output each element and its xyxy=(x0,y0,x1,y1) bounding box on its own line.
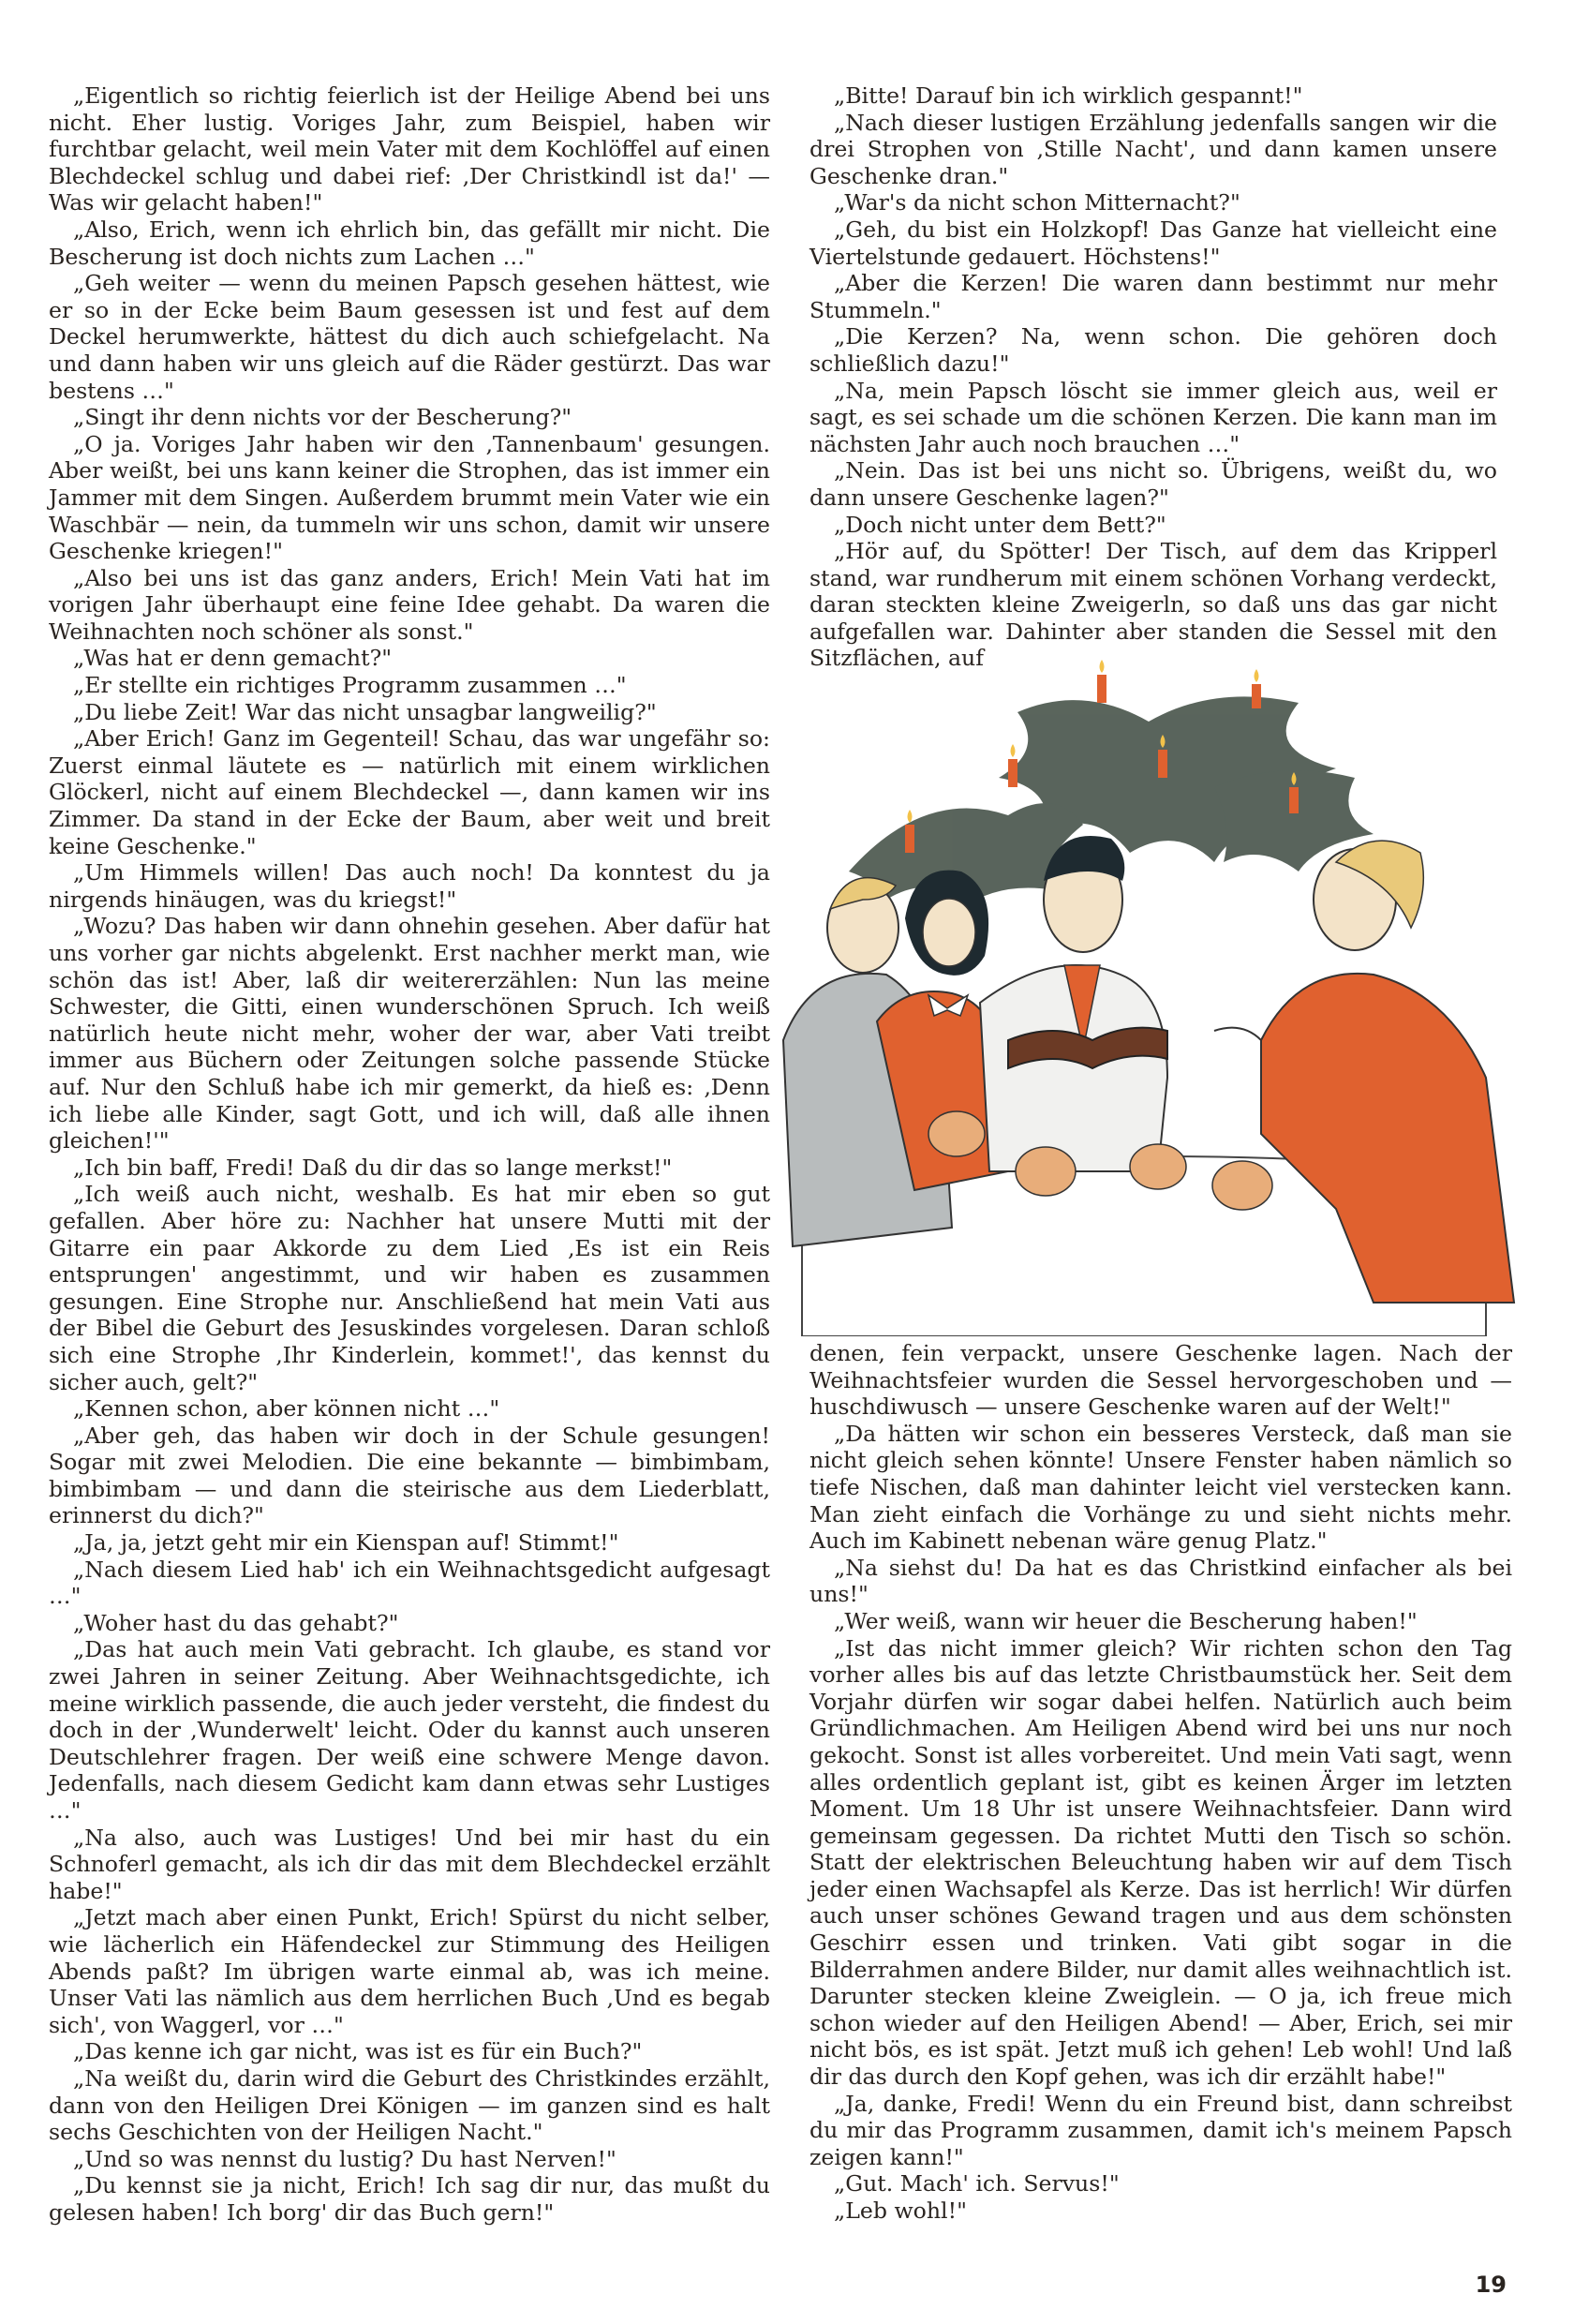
paragraph: „Kennen schon, aber können nicht …" xyxy=(73,1395,500,1423)
paragraph: „Eigentlich so richtig feierlich ist der Heilige Abend bei uns nicht. Eher lustig. Voriges Jahr, zum Beispiel, haben wir furchtbar gelacht, weil mein Vater mit dem Kochlöffel auf einen Blechdeckel schlug und dabei rief: ‚Der Christkindl ist da!' — Was wir gelacht haben!" xyxy=(49,82,770,216)
paragraph: „Gut. Mach' ich. Servus!" xyxy=(834,2170,1120,2197)
paragraph: „Ja, danke, Fredi! Wenn du ein Freund bist, dann schreibst du mir das Programm zusammen, damit ich's meinem Papsch zeigen kann!" xyxy=(809,2090,1512,2170)
paragraph: „Na siehst du! Da hat es das Christkind einfacher als bei uns!" xyxy=(809,1554,1512,1608)
paragraph: „War's da nicht schon Mitternacht?" xyxy=(834,189,1240,216)
paragraph: „Ja, ja, jetzt geht mir ein Kienspan auf! Stimmt!" xyxy=(73,1529,619,1557)
paragraph: denen, fein verpackt, unsere Geschenke lagen. Nach der Weihnachtsfeier wurden die Sessel hervorgeschoben und — huschdiwusch — unsere Geschenke waren auf der Welt!" xyxy=(809,1340,1512,1421)
paragraph: „Ich bin baff, Fredi! Daß du dir das so lange merkst!" xyxy=(73,1154,673,1181)
paragraph: „Also, Erich, wenn ich ehrlich bin, das gefällt mir nicht. Die Bescherung ist doch nichts zum Lachen …" xyxy=(49,216,770,270)
paragraph: „Das kenne ich gar nicht, was ist es für ein Buch?" xyxy=(73,2038,643,2065)
paragraph: „Geh, du bist ein Holzkopf! Das Ganze hat vielleicht eine Viertelstunde gedauert. Höchstens!" xyxy=(809,216,1497,270)
paragraph: „Na weißt du, darin wird die Geburt des Christkindes erzählt, dann von den Heiligen Drei Königen — im ganzen sind es halt sechs Geschichten von der Heiligen Nacht." xyxy=(49,2064,770,2146)
paragraph: „Nach diesem Lied hab' ich ein Weihnachtsgedicht aufgesagt …" xyxy=(49,1556,770,1610)
paragraph: „Und so was nennst du lustig? Du hast Nerven!" xyxy=(73,2145,616,2172)
paragraph: „Bitte! Darauf bin ich wirklich gespannt!" xyxy=(834,82,1303,109)
paragraph: „Jetzt mach aber einen Punkt, Erich! Spürst du nicht selber, wie lächerlich ein Häfendeckel zur Stimmung des Heiligen Abends paßt? Im übrigen warte einmal ab, was ich meine. Unser Vati las nämlich aus dem herrlichen Buch ‚Und es begab sich', von Waggerl, vor …" xyxy=(49,1904,770,2038)
paragraph: „Doch nicht unter dem Bett?" xyxy=(834,511,1166,538)
paragraph: „Also bei uns ist das ganz anders, Erich! Mein Vati hat im vorigen Jahr überhaupt eine feine Idee gehabt. Da waren die Weihnachten noch schöner als sonst." xyxy=(49,564,770,645)
paragraph: „Ist das nicht immer gleich? Wir richten schon den Tag vorher alles bis auf das letzte Christbaumstück her. Seit dem Vorjahr dürfen wir sogar dabei helfen. Natürlich auch beim Gründlichmachen. Am Heiligen Abend wird bei uns nur noch gekocht. Sonst ist alles vorbereitet. Und mein Vati sagt, wenn alles ordentlich geplant ist, gibt es keinen Ärger im letzten Moment. Um 18 Uhr ist unsere Weihnachtsfeier. Dann wird gemeinsam gegessen. Da richtet Mutti den Tisch so schön. Statt der elektrischen Beleuchtung haben wir auf dem Tisch jeder einen Wachsapfel als Kerze. Das ist herrlich! Wir dürfen auch unser schönes Gewand tragen und aus dem schönsten Geschirr essen und trinken. Vati gibt sogar in die Bilderrahmen andere Bilder, nur damit alles weihnachtlich ist. Darunter stecken kleine Zweiglein. — O ja, ich freue mich schon wieder auf den Heiligen Abend! — Aber, Erich, sei mir nicht bös, es ist spät. Jetzt muß ich gehen! Leb wohl! Und laß dir das durch den Kopf gehen, was ich dir erzählt habe!" xyxy=(809,1634,1512,2091)
paragraph: „Das hat auch mein Vati gebracht. Ich glaube, es stand vor zwei Jahren in seiner Zeitung. Aber Weihnachtsgedichte, ich meine wirklich passende, die auch jeder versteht, die findest du doch in der ‚Wunderwelt' leicht. Oder du kannst auch unseren Deutschlehrer fragen. Der weiß eine schwere Menge davon. Jedenfalls, nach diesem Gedicht kam dann etwas sehr Lustiges …" xyxy=(49,1636,770,1824)
paragraph: „Nein. Das ist bei uns nicht so. Übrigens, weißt du, wo dann unsere Geschenke lagen?" xyxy=(809,457,1497,511)
paragraph: „Wer weiß, wann wir heuer die Bescherung haben!" xyxy=(834,1607,1418,1634)
paragraph: „Geh weiter — wenn du meinen Papsch gesehen hättest, wie er so in der Ecke beim Baum gesessen ist und fest auf dem Deckel herumwerkte, hättest du dich auch schiefgelacht. Na und dann haben wir uns gleich auf die Räder gestürzt. Das war bestens …" xyxy=(49,270,770,404)
paragraph: „O ja. Voriges Jahr haben wir den ‚Tannenbaum' gesungen. Aber weißt, bei uns kann keiner die Strophen, das ist immer ein Jammer mit dem Singen. Außerdem brummt mein Vater wie ein Waschbär — nein, da tummeln wir uns schon, damit wir unsere Geschenke kriegen!" xyxy=(49,430,770,565)
paragraph: „Die Kerzen? Na, wenn schon. Die gehören doch schließlich dazu!" xyxy=(809,323,1497,377)
paragraph: „Aber Erich! Ganz im Gegenteil! Schau, das war ungefähr so: Zuerst einmal läutete es — natürlich mit einem wirklichen Glöckerl, nicht auf einem Blechdeckel —, dann kamen wir ins Zimmer. Da stand in der Ecke der Baum, aber weit und breit keine Geschenke." xyxy=(49,725,770,859)
paragraph: „Wozu? Das haben wir dann ohnehin gesehen. Aber dafür hat uns vorher gar nichts abgelenkt. Erst nachher merkt man, wie schön das ist! Aber, laß dir weitererzählen: Nun las meine Schwester, die Gitti, einen wunderschönen Spruch. Ich weiß natürlich heute nicht mehr, woher der war, aber Vati treibt immer aus Büchern oder Zeitungen solche passende Stücke auf. Nur den Schluß habe ich mir gemerkt, da hieß es: ‚Denn ich liebe alle Kinder, sagt Gott, und ich will, daß alle ihnen gleichen!'" xyxy=(49,913,770,1155)
left-column xyxy=(49,82,770,2227)
paragraph: „Da hätten wir schon ein besseres Versteck, daß man sie nicht gleich sehen könnte! Unsere Fenster haben nämlich so tiefe Nischen, daß man dahinter leicht viel verstecken kann. Man zieht einfach die Vorhänge zu und sieht nichts mehr. Auch im Kabinett nebenan wäre genug Platz." xyxy=(809,1420,1512,1555)
paragraph: „Nach dieser lustigen Erzählung jedenfalls sangen wir die drei Strophen von ‚Stille Nacht', und dann kamen unsere Geschenke dran." xyxy=(809,109,1497,189)
paragraph: „Woher hast du das gehabt?" xyxy=(73,1609,399,1636)
right-column-top xyxy=(809,82,1497,672)
paragraph: „Aber geh, das haben wir doch in der Schule gesungen! Sogar mit zwei Melodien. Die eine bekannte — bimbimbam, bimbimbam — und dann die steirische aus dem Liederblatt, erinnerst du dich?" xyxy=(49,1422,770,1529)
paragraph: „Hör auf, du Spötter! Der Tisch, auf dem das Kripperl stand, war rundherum mit einem schönen Vorhang verdeckt, daran steckten kleine Zweigerln, so daß uns das gar nicht aufgefallen war. Dahinter aber standen die Sessel mit den Sitzflächen, auf xyxy=(809,538,1497,672)
paragraph: „Du liebe Zeit! War das nicht unsagbar langweilig?" xyxy=(73,698,657,725)
paragraph: „Na also, auch was Lustiges! Und bei mir hast du ein Schnoferl gemacht, als ich dir das mit dem Blechdeckel erzählt habe!" xyxy=(49,1824,770,1904)
paragraph: „Aber die Kerzen! Die waren dann bestimmt nur mehr Stummeln." xyxy=(809,270,1497,323)
paragraph: „Du kennst sie ja nicht, Erich! Ich sag dir nur, das mußt du gelesen haben! Ich borg' dir das Buch gern!" xyxy=(49,2172,770,2226)
paragraph: „Was hat er denn gemacht?" xyxy=(73,645,393,672)
paragraph: „Na, mein Papsch löscht sie immer gleich aus, weil er sagt, es sei schade um die schönen Kerzen. Die kann man im nächsten Jahr auch noch brauchen …" xyxy=(809,377,1497,457)
paragraph: „Ich weiß auch nicht, weshalb. Es hat mir eben so gut gefallen. Aber höre zu: Nachher hat unsere Mutti mit der Gitarre ein paar Akkorde zu dem Lied ‚Es ist ein Reis entsprungen' angestimmt, und wir haben es zusammen gesungen. Eine Strophe nur. Anschließend hat mein Vati aus der Bibel die Geburt des Jesuskindes vorgelesen. Daran schloß sich eine Strophe ‚Ihr Kinderlein, kommet!', das kennst du sicher auch, gelt?" xyxy=(49,1181,770,1395)
paragraph: „Um Himmels willen! Das auch noch! Da konntest du ja nirgends hinäugen, was du kriegst!" xyxy=(49,859,770,913)
right-column-bottom xyxy=(809,1340,1512,2225)
page-number: 19 xyxy=(1475,2272,1507,2298)
paragraph: „Singt ihr denn nichts vor der Bescherung?" xyxy=(73,404,572,431)
paragraph: „Leb wohl!" xyxy=(834,2197,967,2224)
paragraph: „Er stellte ein richtiges Programm zusammen …" xyxy=(73,672,627,699)
christmas-family-illustration xyxy=(774,647,1523,1336)
